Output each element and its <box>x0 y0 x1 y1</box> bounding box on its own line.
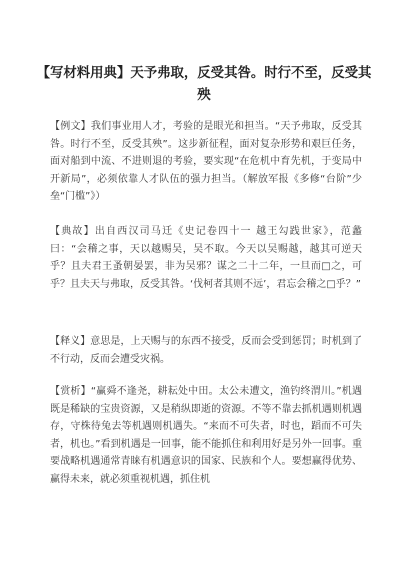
paragraph-appreciation <box>50 383 362 489</box>
paragraph-text: 出自西汉司马迁《史记卷四十一 越王勾践世家》，范蠡曰：“会稽之事，天以越赐吴，吴不取。今天以吴赐越，越其可逆天乎？且夫君王蚤朝晏罢，非为吴邪？谋之二十二年，一旦而□之，可乎？且夫天与弗取，反受其咎。‘伐柯者其则不远’，君忘会稽之□乎？” <box>50 226 363 290</box>
paragraph-tag: 【释义】 <box>50 336 91 347</box>
paragraph-meaning <box>50 333 362 368</box>
paragraph-allusion <box>50 223 362 293</box>
paragraph-tag: 【赏析】 <box>50 386 91 397</box>
paragraph-tag: 【典故】 <box>50 226 95 237</box>
paragraph-tag: 【例文】 <box>50 121 91 132</box>
article-title: 【写材料用典】天予弗取，反受其咎。时行不至，反受其殃 <box>36 65 372 103</box>
paragraph-text: “赢舜不逢尧，耕耘处中田。太公未遭文，渔钓终渭川。”机遇既是稀缺的宝贵资源，又是稍纵即逝的资源。不等不靠去抓机遇则机遇存，守株待兔去等机遇则机遇失。“来而不可失者，时也，蹈而不可失者，机也。”看到机遇是一回事，能不能抓住和利用好是另外一回事。重要战略机遇通常青睐有机遇意识的国家、民族和个人。要想赢得优势、赢得未来，就必须重视机遇，抓住机 <box>50 386 362 485</box>
paragraph-text: 我们事业用人才，考验的是眼光和担当。“天予弗取，反受其咎。时行不至，反受其殃”。这步新征程，面对复杂形势和艰巨任务，面对船到中流、不进则退的考验，要实现“在危机中育先机，于变局中开新局”，必须依靠人才队伍的强力担当。（解放军报《多修“台阶”少垒“门槛”》） <box>50 121 363 203</box>
paragraph-text: 意思是，上天赐与的东西不接受，反而会受到惩罚；时机到了不行动，反而会遭受灾祸。 <box>50 336 363 365</box>
paragraph-example <box>50 118 362 206</box>
